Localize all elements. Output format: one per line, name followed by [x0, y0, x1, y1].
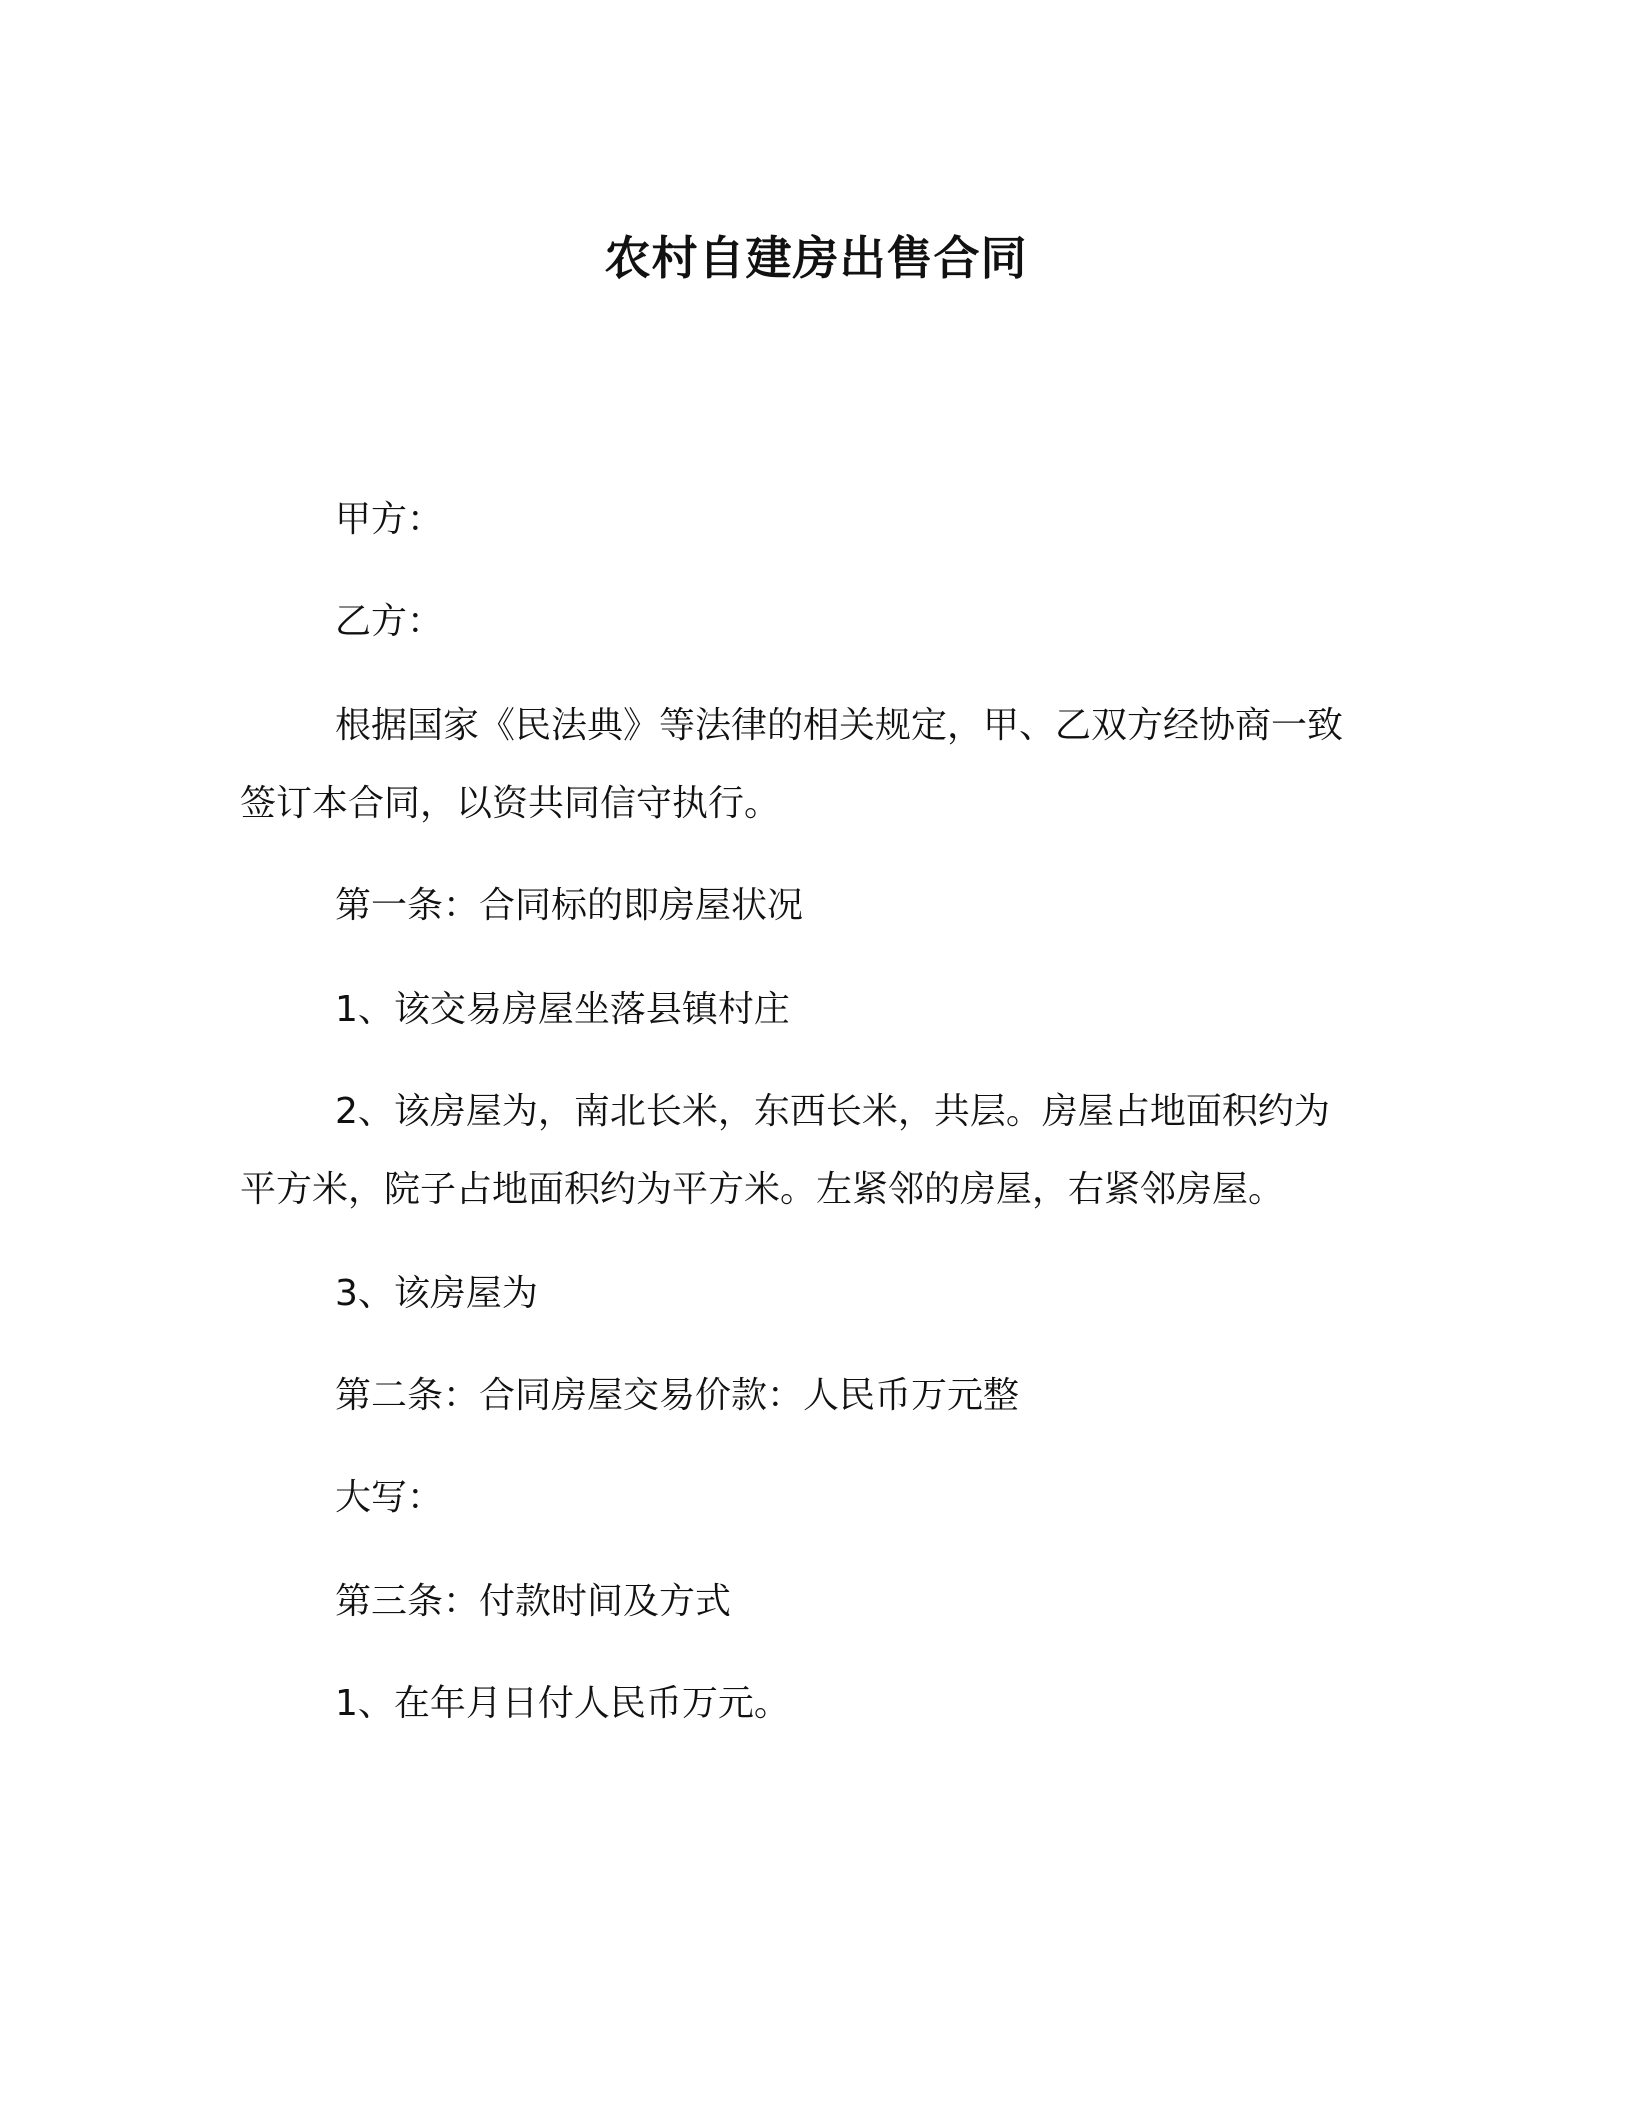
article-1-item-3: 3、该房屋为: [335, 1273, 538, 1314]
article-3-heading: 第三条：付款时间及方式: [335, 1581, 732, 1622]
document-title: 农村自建房出售合同: [604, 231, 1028, 285]
article-3-item-1: 1、在年月日付人民币万元。: [335, 1683, 790, 1724]
article-1-item-1: 1、该交易房屋坐落县镇村庄: [335, 989, 790, 1030]
article-2-capital-amount: 大写：: [335, 1477, 444, 1518]
article-1-item-2-line-2: 平方米，院子占地面积约为平方米。左紧邻的房屋，右紧邻房屋。: [240, 1169, 1285, 1210]
party-b-label: 乙方：: [335, 601, 444, 642]
article-1-heading: 第一条：合同标的即房屋状况: [335, 885, 804, 926]
intro-paragraph-line-2: 签订本合同，以资共同信守执行。: [240, 783, 781, 824]
party-a-label: 甲方：: [335, 499, 444, 540]
article-2-heading: 第二条：合同房屋交易价款：人民币万元整: [335, 1375, 1020, 1416]
intro-paragraph-line-1: 根据国家《民法典》等法律的相关规定，甲、乙双方经协商一致: [335, 705, 1344, 746]
article-1-item-2-line-1: 2、该房屋为，南北长米，东西长米，共层。房屋占地面积约为: [335, 1091, 1330, 1132]
